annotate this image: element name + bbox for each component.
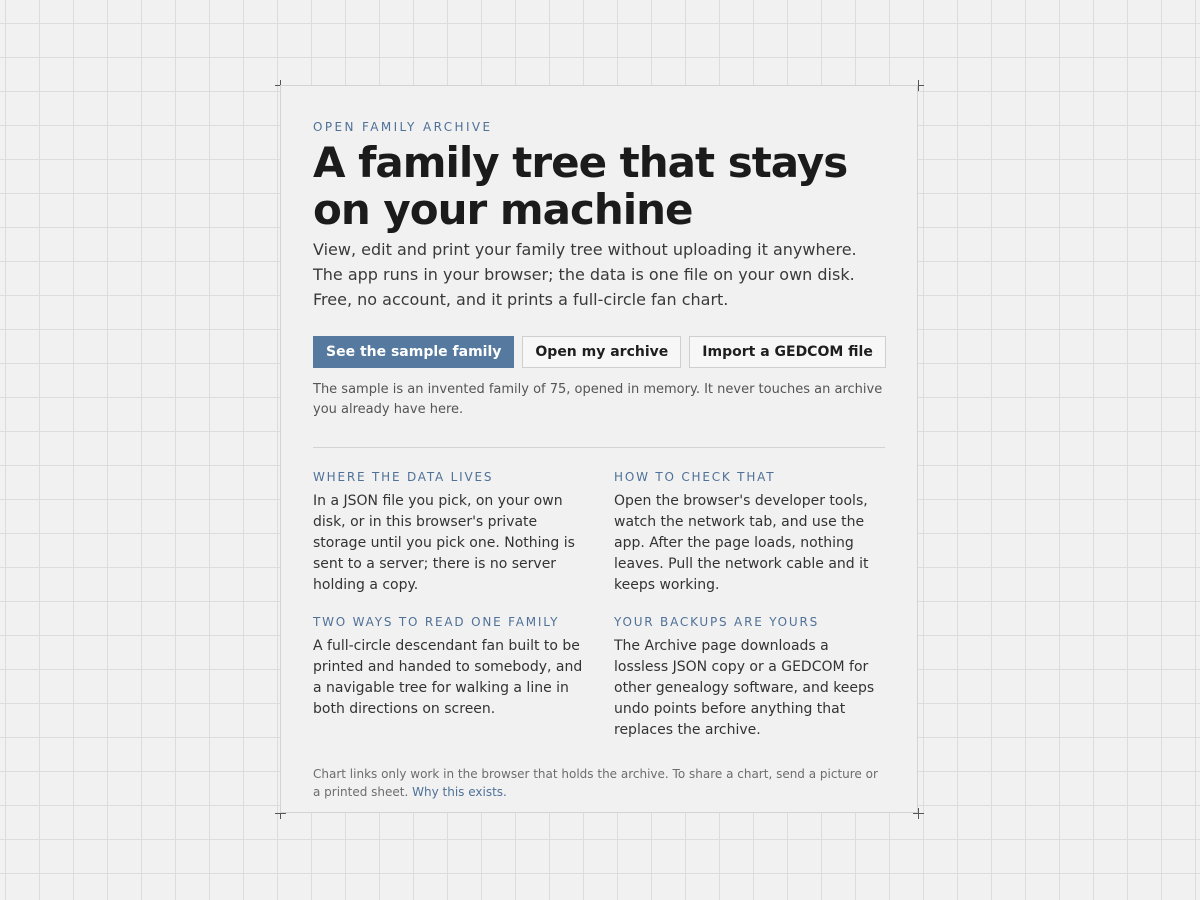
- feature-how-to-check: [614, 469, 885, 596]
- feature-body: The Archive page downloads a lossless JSON copy or a GEDCOM for other genealogy software, and keeps undo points before anything that replaces the archive.: [614, 638, 875, 738]
- feature-two-views: [313, 614, 584, 741]
- feature-grid: [313, 469, 885, 741]
- sample-note: The sample is an invented family of 75, opened in memory. It never touches an archive you already have here.: [313, 382, 883, 417]
- why-this-exists-link[interactable]: Why this exists.: [412, 785, 507, 799]
- feature-heading: YOUR BACKUPS ARE YOURS: [614, 615, 820, 629]
- feature-heading: WHERE THE DATA LIVES: [313, 470, 494, 484]
- page-title: A family tree that stays on your machine: [313, 138, 848, 234]
- footnote-text: Chart links only work in the browser that holds the archive. To share a chart, send a picture or a printed sheet.: [313, 767, 878, 799]
- import-gedcom-button[interactable]: Import a GEDCOM file: [689, 336, 886, 368]
- intro-card: [280, 85, 918, 813]
- action-buttons: [313, 336, 885, 368]
- feature-backups: [614, 614, 885, 741]
- feature-body: In a JSON file you pick, on your own disk, or in this browser's private storage until you pick one. Nothing is sent to a server; there is no server holding a copy.: [313, 493, 575, 593]
- footnote: [313, 765, 885, 801]
- feature-data-location: [313, 469, 584, 596]
- see-sample-family-button[interactable]: See the sample family: [313, 336, 514, 368]
- feature-heading: TWO WAYS TO READ ONE FAMILY: [313, 615, 560, 629]
- section-divider: [313, 447, 885, 448]
- open-archive-button[interactable]: Open my archive: [522, 336, 681, 368]
- eyebrow-label: OPEN FAMILY ARCHIVE: [313, 120, 493, 134]
- lede-text: View, edit and print your family tree without uploading it anywhere. The app runs in your browser; the data is one file on your own disk. Free, no account, and it prints a full-circle fan chart.: [313, 240, 857, 309]
- feature-body: A full-circle descendant fan built to be printed and handed to somebody, and a navigable tree for walking a line in both directions on screen.: [313, 638, 583, 717]
- feature-body: Open the browser's developer tools, watch the network tab, and use the app. After the page loads, nothing leaves. Pull the network cable and it keeps working.: [614, 493, 869, 593]
- feature-heading: HOW TO CHECK THAT: [614, 470, 776, 484]
